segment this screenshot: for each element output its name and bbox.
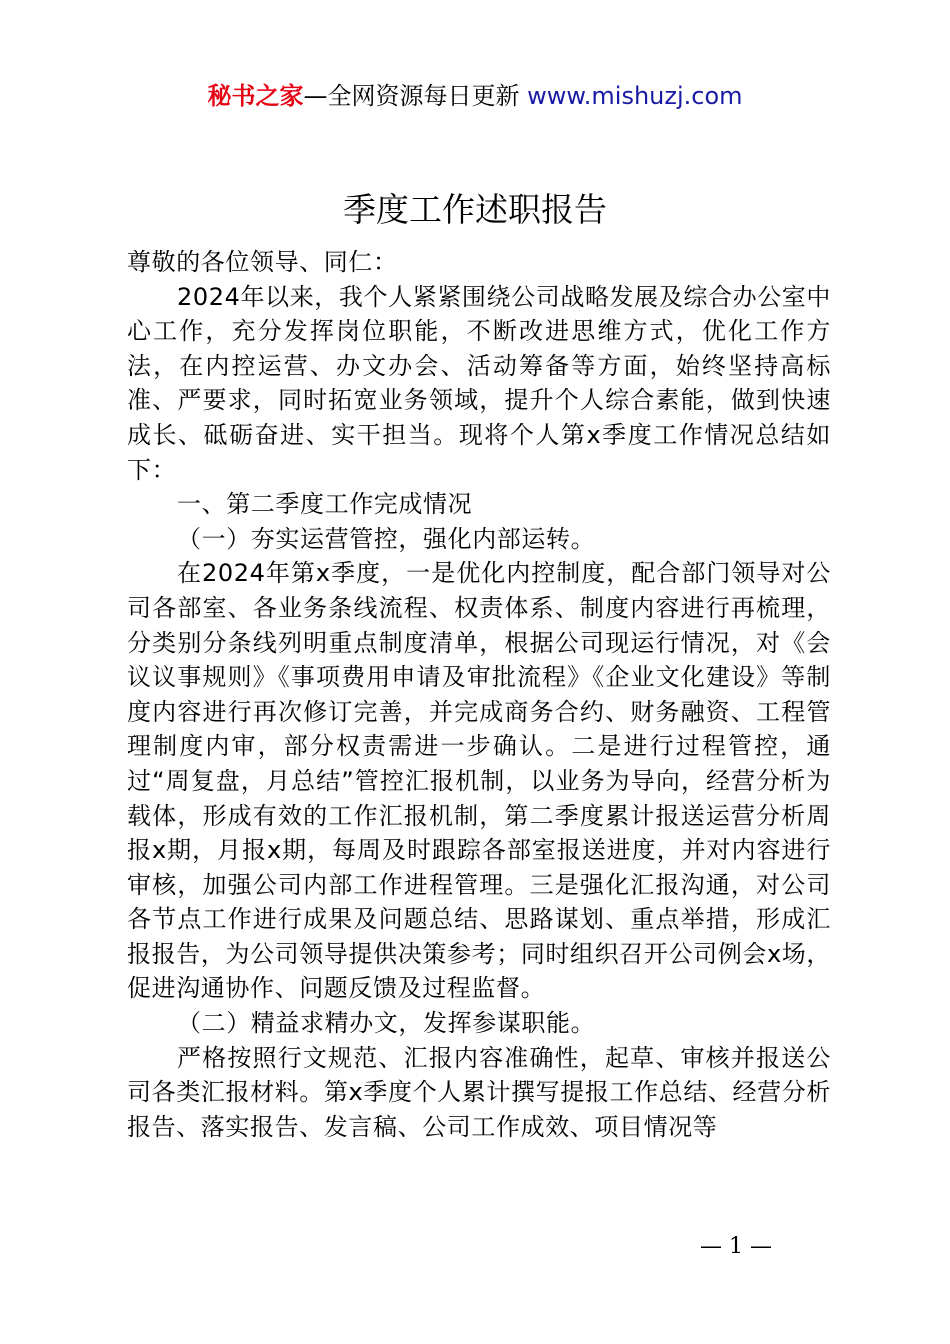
site-header <box>0 80 950 112</box>
site-url-link[interactable]: www.mishuzj.com <box>527 82 743 110</box>
subsection-heading: （一）夯实运营管控，强化内部运转。 <box>177 524 596 553</box>
body-paragraph: 在2024年第x季度，一是优化内控制度，配合部门领导对公司各部室、各业务条线流程、权责体系、制度内容进行再梳理，分类别分条线列明重点制度清单，根据公司现运行情况，对《会议议事规则》《事项费用申请及审批流程》《企业文化建设》等制度内容进行再次修订完善，并完成商务合约、财务融资、工程管理制度内审，部分权责需进一步确认。二是进行过程管控，通过“周复盘，月总结”管控汇报机制，以业务为导向，经营分析为载体，形成有效的工作汇报机制，第二季度累计报送运营分析周报x期，月报x期，每周及时跟踪各部室报送进度，并对内容进行审核，加强公司内部工作进程管理。三是强化汇报沟通，对公司各节点工作进行成果及问题总结、思路谋划、重点举措，形成汇报报告，为公司领导提供决策参考；同时组织召开公司例会x场，促进沟通协作、问题反馈及过程监督。 <box>127 559 831 1003</box>
section-heading: 一、第二季度工作完成情况 <box>177 490 473 519</box>
page-number: — 1 — <box>700 1234 772 1259</box>
subsection-heading: （二）精益求精办文，发挥参谋职能。 <box>177 1009 596 1038</box>
intro-paragraph: 2024年以来，我个人紧紧围绕公司战略发展及综合办公室中心工作，充分发挥岗位职能，不断改进思维方式，优化工作方法，在内控运营、办文办会、活动筹备等方面，始终坚持高标准、严要求，同时拓宽业务领域，提升个人综合素能，做到快速成长、砥砺奋进、实干担当。现将个人第x季度工作情况总结如下： <box>127 282 831 484</box>
site-brand: 秘书之家 <box>207 82 304 110</box>
body-paragraph: 严格按照行文规范、汇报内容准确性，起草、审核并报送公司各类汇报材料。第x季度个人累计撰写提报工作总结、经营分析报告、落实报告、发言稿、公司工作成效、项目情况等 <box>127 1043 831 1141</box>
site-tagline: —全网资源每日更新 <box>303 82 528 110</box>
greeting: 尊敬的各位领导、同仁： <box>127 248 398 276</box>
document-body <box>127 245 831 1144</box>
document-title: 季度工作述职报告 <box>343 190 607 229</box>
